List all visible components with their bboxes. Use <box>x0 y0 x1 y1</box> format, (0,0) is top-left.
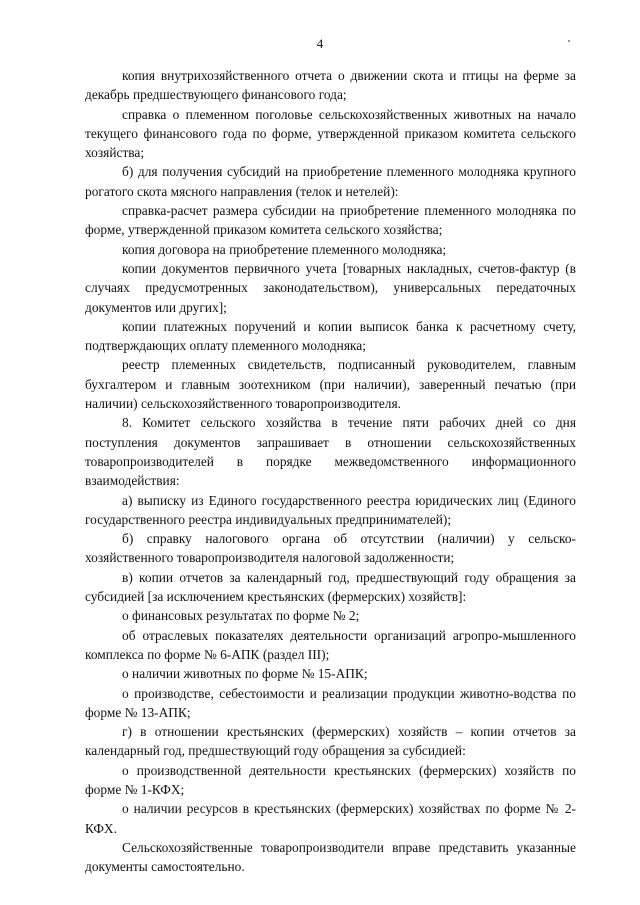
page-number: 4 <box>316 36 324 51</box>
paragraph-1: копия внутрихозяйственного отчета о движении скота и птицы на ферме за декабрь предшествующего финансового года; <box>85 68 576 103</box>
paragraph-13: о финансовых результатах по форме № 2; <box>122 608 360 624</box>
paragraph-16: о производстве, себестоимости и реализации продукции животно-водства по форме № 13-АПК; <box>85 685 576 720</box>
paragraph-7: копии платежных поручений и копии выписок банка к расчетному счету, подтверждающих оплату племенного молодняка; <box>85 318 576 354</box>
paragraph-5: копия договора на приобретение племенного молодняка; <box>122 241 447 257</box>
paragraph-17: г) в отношении крестьянских (фермерских) хозяйств – копии отчетов за календарный год, предшествующий году обращения за субсидией: <box>85 724 576 759</box>
paragraph-3: б) для получения субсидий на приобретение племенного молодняка крупного рогатого скота мясного направления (телок и нетелей): <box>85 164 576 199</box>
paragraph-6: копии документов первичного учета [товарных накладных, счетов-фактур (в случаях предусмотренных законодательством), универсальных передаточных документов или других]; <box>85 260 576 315</box>
paragraph-15: о наличии животных по форме № 15-АПК; <box>122 666 368 682</box>
paragraph-9: 8. Комитет сельского хозяйства в течение пяти рабочих дней со дня поступления документов запрашивает в отношении сельскохозяйственных товаропроизводителей в порядке межведомственного информационного взаимодействия: <box>85 415 576 489</box>
paragraph-19: о наличии ресурсов в крестьянских (фермерских) хозяйствах по форме № 2-КФХ. <box>85 801 576 836</box>
paragraph-18: о производственной деятельности крестьянских (фермерских) хозяйств по форме № 1-КФХ; <box>85 762 576 797</box>
paragraph-11: б) справку налогового органа об отсутствии (наличии) у сельско-хозяйственного товаропроизводителя налоговой задолженности; <box>85 531 576 566</box>
paragraph-10: а) выписку из Единого государственного реестра юридических лиц (Единого государственного реестра индивидуальных предпринимателей); <box>85 492 576 527</box>
paragraph-8: реестр племенных свидетельств, подписанный руководителем, главным бухгалтером и главным зоотехником (при наличии), заверенный печатью (при наличии) сельскохозяйственного товаропроизводителя. <box>85 357 576 412</box>
paragraph-2: справка о племенном поголовье сельскохозяйственных животных на начало текущего финансового года по форме, утвержденной приказом комитета сельского хозяйства; <box>85 106 576 161</box>
paragraph-20: Сельскохозяйственные товаропроизводители вправе представить указанные документы самостоятельно. <box>85 839 576 875</box>
paragraph-12: в) копии отчетов за календарный год, предшествующий году обращения за субсидией [за исключением крестьянских (фермерских) хозяйств]: <box>85 569 576 605</box>
paragraph-4: справка-расчет размера субсидии на приобретение племенного молодняка по форме, утвержденной приказом комитета сельского хозяйства; <box>85 203 576 238</box>
paragraph-14: об отраслевых показателях деятельности организаций агропро-мышленного комплекса по форме № 6-АПК (раздел III); <box>85 627 576 662</box>
document-body <box>85 66 576 876</box>
scan-speck <box>568 40 570 42</box>
